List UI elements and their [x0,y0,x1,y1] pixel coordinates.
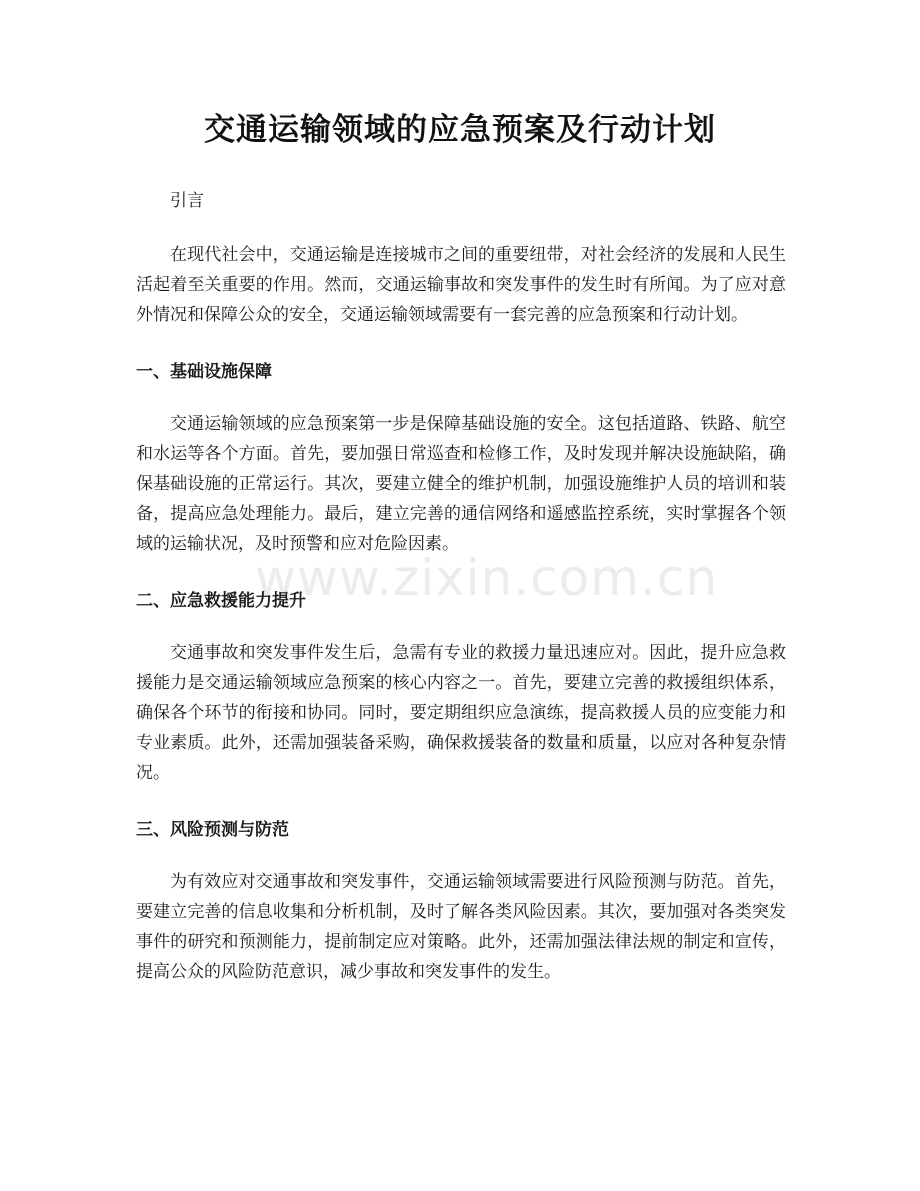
section-heading-risk: 三、风险预测与防范 [136,819,289,840]
section-paragraph-rescue: 交通事故和突发事件发生后，急需有专业的救援力量迅速应对。因此，提升应急救援能力是交通运输领域应急预案的核心内容之一。首先，要建立完善的救援组织体系，确保各个环节的衔接和协同。同时，要定期组织应急演练，提高救援人员的应变能力和专业素质。此外，还需加强装备采购，确保救援装备的数量和质量，以应对各种复杂情况。 [136,642,786,784]
section-paragraph-risk: 为有效应对交通事故和突发事件，交通运输领域需要进行风险预测与防范。首先，要建立完善的信息收集和分析机制，及时了解各类风险因素。其次，要加强对各类突发事件的研究和预测能力，提前制定应对策略。此外，还需加强法律法规的制定和宣传，提高公众的风险防范意识，减少事故和突发事件的发生。 [136,871,786,983]
intro-label: 引言 [170,191,204,211]
intro-paragraph: 在现代社会中，交通运输是连接城市之间的重要纽带，对社会经济的发展和人民生活起着至关重要的作用。然而，交通运输事故和突发事件的发生时有所闻。为了应对意外情况和保障公众的安全，交通运输领域需要有一套完善的应急预案和行动计划。 [136,245,786,326]
section-heading-rescue: 二、应急救援能力提升 [136,590,306,611]
section-paragraph-infrastructure: 交通运输领域的应急预案第一步是保障基础设施的安全。这包括道路、铁路、航空和水运等各个方面。首先，要加强日常巡查和检修工作，及时发现并解决设施缺陷，确保基础设施的正常运行。其次，要建立健全的维护机制，加强设施维护人员的培训和装备，提高应急处理能力。最后，建立完善的通信网络和遥感监控系统，实时掌握各个领域的运输状况，及时预警和应对危险因素。 [136,413,786,555]
section-heading-infrastructure: 一、基础设施保障 [136,361,272,382]
document-title: 交通运输领域的应急预案及行动计划 [204,112,716,148]
watermark-text: www.zixin.com.cn [255,549,719,607]
document-body [136,186,786,987]
